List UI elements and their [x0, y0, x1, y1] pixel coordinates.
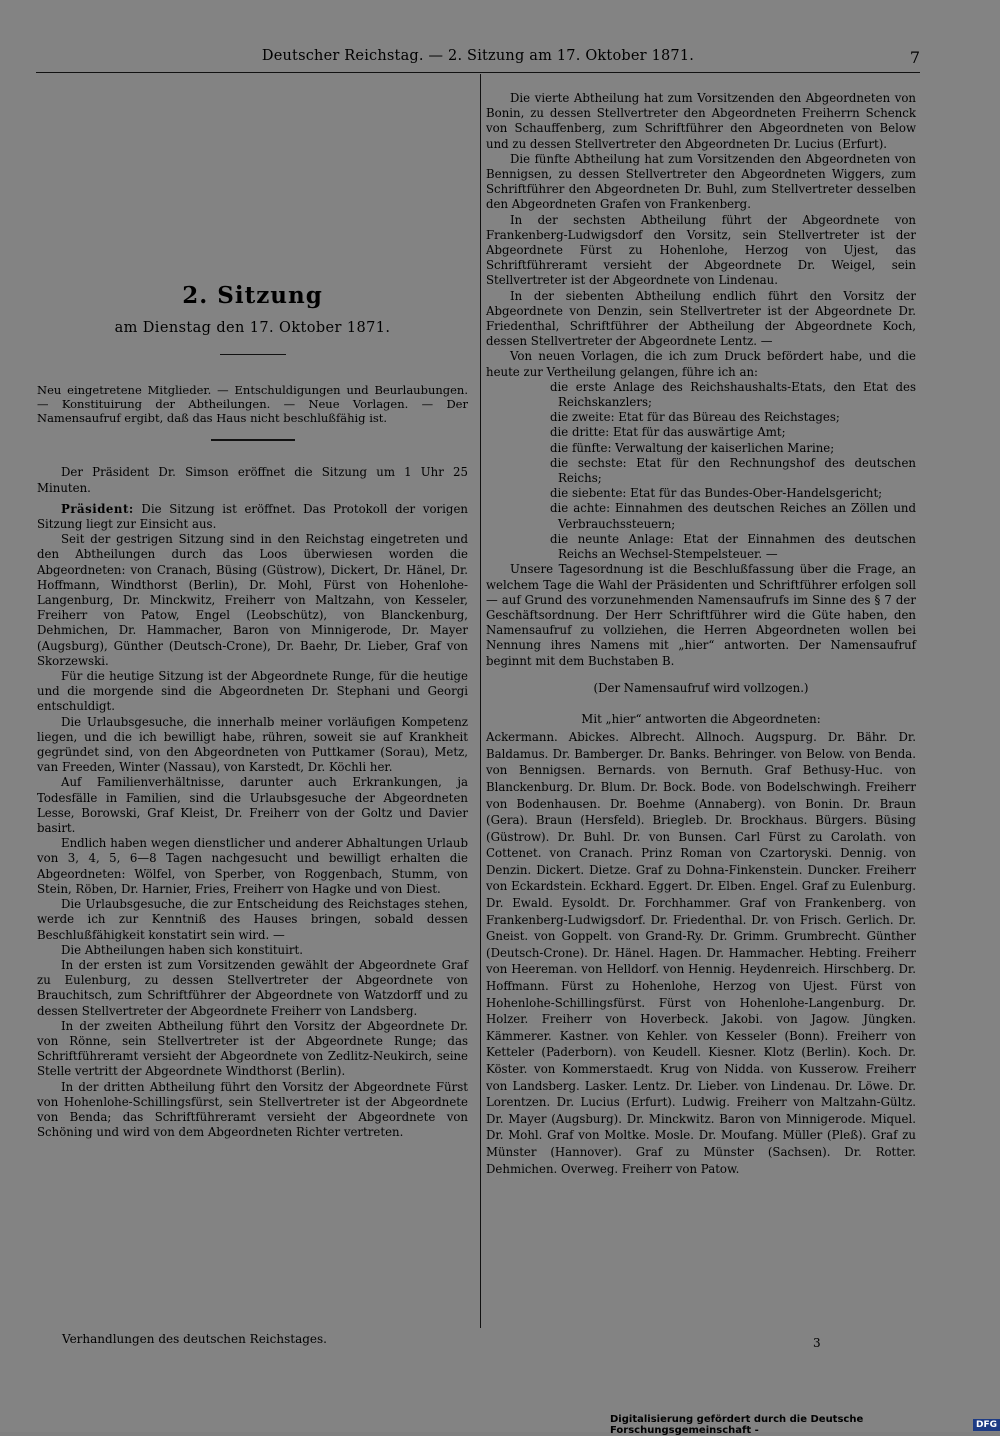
list-item: die neunte Anlage: Etat der Einnahmen des deutschen Reichs an Wechsel-Stempelsteuer. —: [550, 531, 916, 562]
list-item: die siebente: Etat für das Bundes-Ober-Handelsgericht;: [550, 486, 883, 501]
list-item: die fünfte: Verwaltung der kaiserlichen Marine;: [550, 440, 835, 455]
president-text: Die Sitzung ist eröffnet. Das Protokoll der vorigen Sitzung liegt zur Einsicht aus.: [37, 501, 468, 532]
speaker-label: Präsident:: [61, 501, 134, 516]
list-item: die sechste: Etat für den Rechnungshof des deutschen Reichs;: [550, 455, 916, 486]
paragraph: In der siebenten Abtheilung endlich führt den Vorsitz der Abgeordnete von Denzin, sein Stellvertreter ist der Abgeordnete Dr. Friedenthal, Schriftführer der Abtheilung der Abgeordnete Koch, dessen Stellvertreter der Abgeordnete Lentz. —: [486, 288, 916, 349]
opening-paragraph: Der Präsident Dr. Simson eröffnet die Sitzung um 1 Uhr 25 Minuten.: [37, 465, 468, 495]
paragraph: In der ersten ist zum Vorsitzenden gewählt der Abgeordnete Graf zu Eulenburg, zu dessen Stellvertreter der Abgeordnete von Brauchitsch, zum Schriftführer der Abgeordnete von Watzdorff und zu dessen Stellvertreter der Abgeordnete Freiherr von Landsberg.: [37, 957, 468, 1018]
credit-text: Digitalisierung gefördert durch die Deutsche Forschungsgemeinschaft -: [610, 1414, 864, 1436]
paragraph: Die vierte Abtheilung hat zum Vorsitzenden den Abgeordneten von Bonin, zu dessen Stellvertreter den Abgeordneten Freiherrn Schenck von Schauffenberg, zum Schriftführer den Abgeordneten von Below und zu dessen Stellvertreter den Abgeordneten Dr. Lucius (Erfurt).: [486, 91, 916, 151]
stage-note: (Der Namensaufruf wird vollzogen.): [593, 680, 809, 695]
right-column: [486, 91, 916, 1177]
bill-list: [486, 380, 916, 562]
roll-call-names: Ackermann. Abickes. Albrecht. Allnoch. Augspurg. Dr. Bähr. Dr. Baldamus. Dr. Bamberger. Dr. Banks. Behringer. von Below. von Benda. von Bennigsen. Bernards. von Bernuth. Graf Bethusy-Huc. von Blanckenburg. Dr. Blum. Dr. Bock. Bode. von Bodelschwingh. Freiherr von Bodenhausen. Dr. Boehme (Annaberg). von Bonin. Dr. Braun (Gera). Braun (Hersfeld). Briegleb. Dr. Brockhaus. Bürgers. Büsing (Güstrow). Dr. Buhl. Dr. von Bunsen. Carl Fürst zu Carolath. von Cottenet. von Cranach. Prinz Roman von Czartoryski. Dennig. von Denzin. Dickert. Dietze. Graf zu Dohna-Finkenstein. Duncker. Freiherr von Eckardstein. Eckhard. Eggert. Dr. Elben. Engel. Graf zu Eulenburg. Dr. Ewald. Eysoldt. Dr. Forchhammer. Graf von Frankenberg. von Frankenberg-Ludwigsdorf. Dr. Friedenthal. Dr. von Frisch. Gerlich. Dr. Gneist. von Goppelt. von Grand-Ry. Dr. Grimm. Grumbrecht. Günther (Deutsch-Crone). Dr. Hänel. Hagen. Dr. Hammacher. Hebting. Freiherr von Heereman. von Helldorf. von Hennig. Heydenreich. Hirschberg. Dr. Hoffmann. Fürst zu Hohenlohe, Herzog von Ujest. Fürst von Hohenlohe-Schillingsfürst. Fürst von Hohenlohe-Langenburg. Dr. Holzer. Freiherr von Hoverbeck. Jakobi. von Jagow. Jüngken. Kämmerer. Kastner. von Kehler. von Kesseler (Bonn). Freiherr von Ketteler (Paderborn). von Keudell. Kiesner. Klotz (Berlin). Koch. Dr. Köster. von Kommerstaedt. Krug von Nidda. von Kusserow. Freiherr von Landsberg. Lasker. Lentz. Dr. Lieber. von Lindenau. Dr. Löwe. Dr. Lorentzen. Dr. Lucius (Erfurt). Ludwig. Freiherr von Maltzahn-Gültz. Dr. Mayer (Augsburg). Dr. Minckwitz. Baron von Minnigerode. Miquel. Dr. Mohl. Graf von Moltke. Mosle. Dr. Moufang. Müller (Pleß). Graf zu Münster (Hannover). Graf zu Münster (Sachsen). Dr. Rotter. Dehmichen. Overweg. Freiherr von Patow.: [486, 730, 916, 1176]
session-title: 2. Sitzung: [182, 282, 323, 309]
list-item: die erste Anlage des Reichshaushalts-Etats, den Etat des Reichskanzlers;: [550, 379, 916, 410]
footnote: Verhandlungen des deutschen Reichstages.: [62, 1332, 327, 1346]
session-date: am Dienstag den 17. Oktober 1871.: [114, 320, 391, 337]
dfg-logo: DFG: [973, 1419, 1000, 1431]
session-summary: Neu eingetretene Mitglieder. — Entschuldigungen und Beurlaubungen. — Konstituirung der Abtheilungen. — Neue Vorlagen. — Der Namensaufruf ergibt, daß das Haus nicht beschlußfähig ist.: [37, 383, 468, 426]
page-number: 7: [909, 48, 920, 67]
running-header: [36, 46, 920, 73]
list-item: die achte: Einnahmen des deutschen Reiches an Zöllen und Verbrauchssteuern;: [550, 501, 916, 531]
paragraph: Die Abtheilungen haben sich konstituirt.: [61, 942, 303, 957]
title-rule: [220, 354, 286, 355]
paragraph: Von neuen Vorlagen, die ich zum Druck befördert habe, und die heute zur Vertheilung gelangen, führe ich an:: [486, 349, 916, 379]
paragraph: Endlich haben wegen dienstlicher und anderer Abhaltungen Urlaub von 3, 4, 5, 6—8 Tagen nachgesucht und bewilligt erhalten die Abgeordneten: Wölfel, von Sperber, von Roggenbach, Stumm, von Stein, Röben, Dr. Harnier, Fries, Freiherr von Hagke und von Diest.: [37, 836, 468, 896]
paragraph: Seit der gestrigen Sitzung sind in den Reichstag eingetreten und den Abtheilungen durch das Loos überwiesen worden die Abgeordneten: von Cranach, Büsing (Güstrow), Dickert, Dr. Hänel, Dr. Hoffmann, Windthorst (Berlin), Dr. Mohl, Fürst von Hohenlohe-Langenburg, Dr. Minckwitz, Freiherr von Maltzahn, von Kesseler, Freiherr von Patow, Engel (Leobschütz), von Blanckenburg, Dehmichen, Dr. Hammacher, Baron von Minnigerode, Dr. Mayer (Augsburg), Günther (Deutsch-Crone), Dr. Baehr, Dr. Lieber, Graf von Skorzewski.: [37, 532, 468, 668]
column-divider: [480, 74, 481, 1328]
left-column: [37, 84, 468, 1140]
paragraph: In der dritten Abtheilung führt den Vorsitz der Abgeordnete Fürst von Hohenlohe-Schillingsfürst, sein Stellvertreter ist der Abgeordnete von Benda; das Schriftführeramt versieht der Abgeordnete von Schöning und wird von dem Abgeordneten Richter vertreten.: [37, 1079, 468, 1140]
paragraph: Die Urlaubsgesuche, die zur Entscheidung des Reichstages stehen, werde ich zur Kenntniß des Hauses bringen, sobald dessen Beschlußfähigkeit konstatirt sein wird. —: [37, 897, 468, 942]
paragraph: Für die heutige Sitzung ist der Abgeordnete Runge, für die heutige und die morgende sind die Abgeordneten Dr. Stephani und Georgi entschuldigt.: [37, 669, 468, 714]
roll-call-heading: Mit „hier“ antworten die Abgeordneten:: [581, 711, 821, 726]
digitization-credit: [610, 1414, 1000, 1436]
paragraph: Die Urlaubsgesuche, die innerhalb meiner vorläufigen Kompetenz liegen, und die ich bewilligt habe, rühren, soweit sie auf Krankheit gegründet sind, von den Abgeordneten von Puttkamer (Sorau), Metz, van Freeden, Winter (Nassau), von Karstedt, Dr. Köchli her.: [37, 714, 468, 775]
list-item: die dritte: Etat für das auswärtige Amt;: [550, 425, 786, 440]
signature-mark: 3: [813, 1336, 821, 1350]
summary-rule: [211, 439, 295, 441]
paragraph: In der sechsten Abtheilung führt der Abgeordnete von Frankenberg-Ludwigsdorf den Vorsitz, sein Stellvertreter ist der Abgeordnete Fürst zu Hohenlohe, Herzog von Ujest, das Schriftführeramt versieht der Abgeordnete Dr. Weigel, sein Stellvertreter ist der Abgeordnete von Lindenau.: [486, 212, 916, 288]
paragraph: Die fünfte Abtheilung hat zum Vorsitzenden den Abgeordneten von Bennigsen, zu dessen Stellvertreter den Abgeordneten Wiggers, zum Schriftführer den Abgeordneten Dr. Buhl, zum Stellvertreter desselben den Abgeordneten Grafen von Frankenberg.: [486, 151, 916, 212]
paragraph: In der zweiten Abtheilung führt den Vorsitz der Abgeordnete Dr. von Rönne, sein Stellvertreter ist der Abgeordnete Runge; das Schriftführeramt versieht der Abgeordnete von Zedlitz-Neukirch, seine Stelle vertritt der Abgeordnete Windthorst (Berlin).: [37, 1018, 468, 1079]
paragraph: Auf Familienverhältnisse, darunter auch Erkrankungen, ja Todesfälle in Familien, sind die Urlaubsgesuche der Abgeordneten Lesse, Borowski, Graf Kleist, Dr. Freiherr von der Goltz und Davier basirt.: [37, 775, 468, 836]
list-item: die zweite: Etat für das Büreau des Reichstages;: [550, 410, 840, 425]
paragraph: Unsere Tagesordnung ist die Beschlußfassung über die Frage, an welchem Tage die Wahl der Präsidenten und Schriftführer erfolgen soll — auf Grund des vorzunehmenden Namensaufrufs im Sinne des § 7 der Geschäftsordnung. Der Herr Schriftführer wird die Güte haben, den Namensaufruf zu vollziehen, die Herren Abgeordneten wollen bei Nennung ihres Namens mit „hier“ antworten. Der Namensaufruf beginnt mit dem Buchstaben B.: [486, 562, 916, 668]
president-paragraph: [37, 502, 468, 532]
running-title: Deutscher Reichstag. — 2. Sitzung am 17. Oktober 1871.: [261, 48, 695, 64]
